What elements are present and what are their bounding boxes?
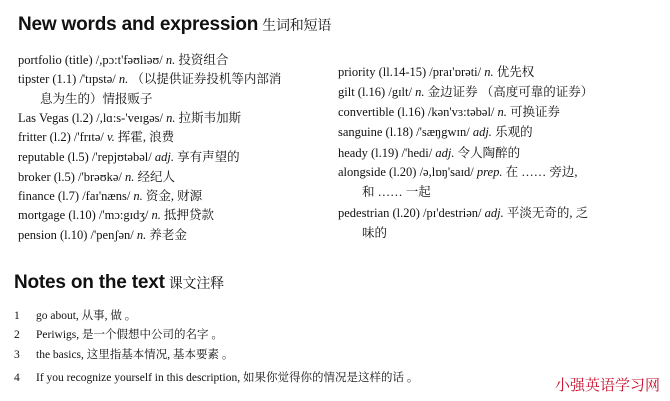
- note-text: the basics, 这里指基本情况, 基本要素 。: [36, 349, 234, 361]
- note-number: 1: [14, 310, 20, 322]
- vocab-title-cn: 生词和短语: [262, 18, 332, 34]
- note-text: If you recognize yourself in this description, 如果你觉得你的情况是这样的话 。: [36, 372, 419, 384]
- vocab-entry-continuation: 味的: [362, 225, 388, 240]
- vocab-section-title: [18, 14, 331, 36]
- vocab-entry: sanguine (l.18) /'sæŋgwɪn/ adj. 乐观的: [338, 125, 533, 139]
- vocab-entry: fritter (l.2) /'frɪtə/ v. 挥霍, 浪费: [18, 130, 175, 144]
- vocab-entry: gilt (l.16) /gɪlt/ n. 金边证券 （高度可靠的证券）: [338, 85, 594, 99]
- note-text: go about, 从事, 做 。: [36, 310, 137, 322]
- vocab-entry: portfolio (title) /,pɔ:t'fəʊliəʊ/ n. 投资组合: [18, 53, 229, 67]
- notes-title-en: Notes on the text: [14, 272, 165, 293]
- vocab-entry: Las Vegas (l.2) /,lɑ:s-'veɪgəs/ n. 拉斯韦加斯: [18, 111, 242, 125]
- vocab-entry: finance (l.7) /faɪ'næns/ n. 资金, 财源: [18, 189, 203, 203]
- vocab-entry: mortgage (l.10) /'mɔ:gɪdʒ/ n. 抵押贷款: [18, 208, 214, 222]
- vocab-entry-continuation: 息为生的）情报贩子: [40, 91, 153, 106]
- notes-section-title: [14, 272, 224, 294]
- note-item: [14, 308, 136, 324]
- note-item: [14, 347, 233, 363]
- vocab-title-en: New words and expression: [18, 14, 259, 35]
- vocab-entry: heady (l.19) /'hedi/ adj. 令人陶醉的: [338, 146, 521, 160]
- vocab-entry: pension (l.10) /'penʃən/ n. 养老金: [18, 228, 187, 242]
- notes-title-cn: 课文注释: [168, 276, 224, 292]
- note-item: [14, 327, 223, 343]
- vocab-entry: tipster (1.1) /'tɪpstə/ n. （以提供证券投机等内部消 息为生的）情报贩子: [18, 70, 281, 109]
- site-watermark: 小强英语学习网: [554, 376, 660, 394]
- vocab-entry-continuation: 和 …… 一起: [362, 184, 431, 199]
- note-number: 4: [14, 372, 20, 384]
- vocab-entry: priority (ll.14-15) /praɪ'ɒrəti/ n. 优先权: [338, 65, 535, 79]
- note-text: Periwigs, 是一个假想中公司的名字 。: [36, 329, 223, 341]
- vocab-entry: convertible (l.16) /kən'vɜ:təbəl/ n. 可换证券: [338, 105, 561, 119]
- note-item: [14, 370, 418, 386]
- note-number: 3: [14, 349, 20, 361]
- vocab-entry: reputable (l.5) /'repjʊtəbəl/ adj. 享有声望的: [18, 150, 240, 164]
- vocab-entry: alongside (l.20) /ə,lɒŋ'saɪd/ prep. 在 …… 旁边, 和 …… 一起: [338, 163, 578, 202]
- note-number: 2: [14, 329, 20, 341]
- vocab-entry: pedestrian (l.20) /pɪ'destriən/ adj. 平淡无奇的, 乏 味的: [338, 204, 588, 243]
- vocab-entry: broker (l.5) /'brəʊkə/ n. 经纪人: [18, 170, 176, 184]
